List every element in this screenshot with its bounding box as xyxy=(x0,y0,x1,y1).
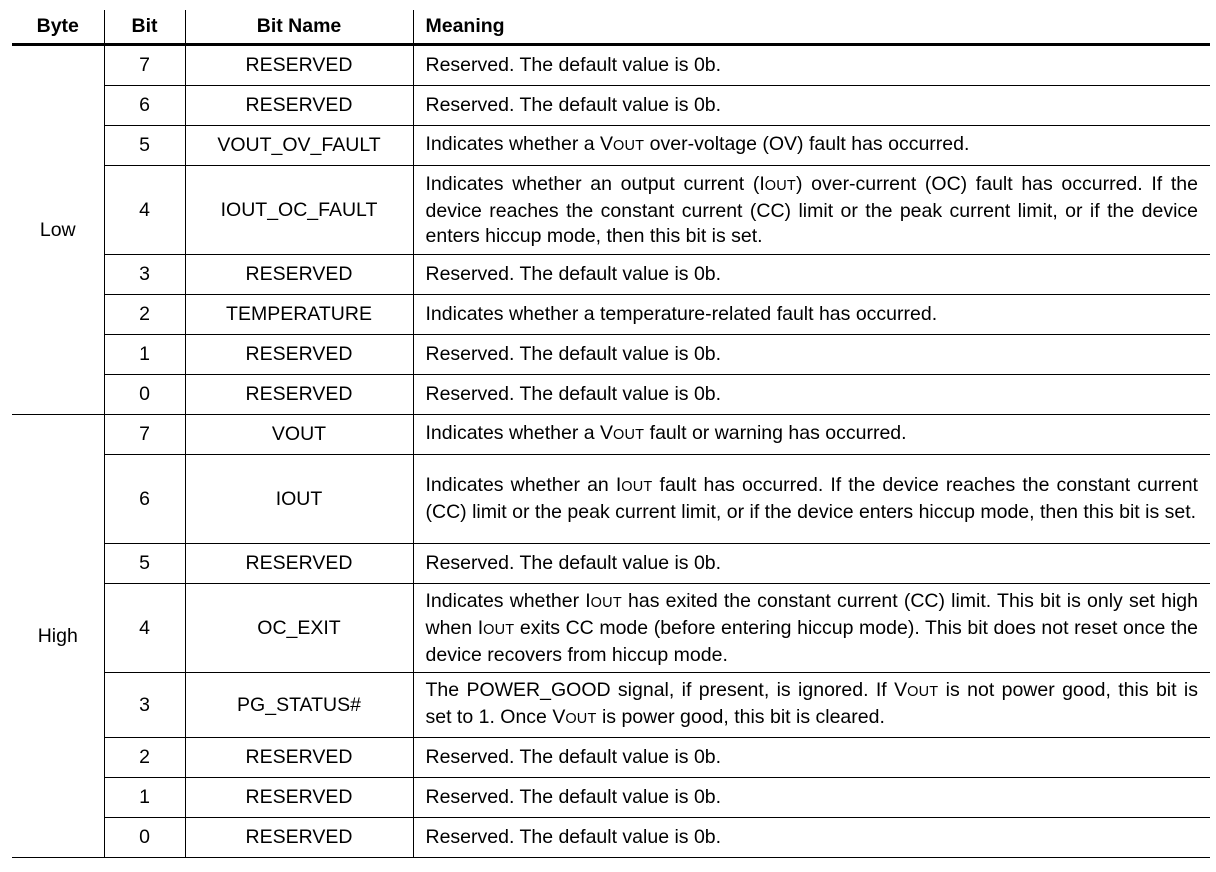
meaning-segment: Reserved. The default value is 0b. xyxy=(425,94,722,116)
bit-name-cell: VOUT_OV_FAULT xyxy=(185,126,413,166)
subscript-text: OUT xyxy=(613,427,645,443)
meaning-text xyxy=(426,678,1199,732)
table-row xyxy=(12,818,1210,858)
bit-cell: 5 xyxy=(104,544,185,584)
meaning-segment: Reserved. The default value is 0b. xyxy=(425,786,722,808)
table-body xyxy=(12,45,1210,858)
meaning-cell xyxy=(413,738,1210,778)
meaning-segment: Indicates whether an I xyxy=(425,474,622,496)
meaning-text xyxy=(426,262,1199,287)
meaning-text xyxy=(426,93,1199,118)
bit-cell: 1 xyxy=(104,335,185,375)
meaning-text xyxy=(426,473,1199,525)
meaning-segment: is power good, this bit is cleared. xyxy=(596,706,885,728)
bit-name-cell: VOUT xyxy=(185,415,413,455)
meaning-segment: Indicates whether an output current (I xyxy=(425,172,765,195)
bit-name-cell: OC_EXIT xyxy=(185,584,413,673)
meaning-cell xyxy=(413,544,1210,584)
table-row xyxy=(12,415,1210,455)
meaning-segment: Indicates whether a V xyxy=(425,422,614,444)
table-row xyxy=(12,45,1210,86)
table-row xyxy=(12,673,1210,738)
meaning-segment: is not power good, this bit is set to 1. Once V xyxy=(425,679,1198,728)
bit-cell: 7 xyxy=(104,415,185,455)
byte-cell: Low xyxy=(12,45,104,415)
meaning-text xyxy=(426,342,1199,367)
meaning-segment: Reserved. The default value is 0b. xyxy=(425,54,722,76)
column-header-meaning: Meaning xyxy=(413,10,1210,45)
bit-cell: 2 xyxy=(104,295,185,335)
meaning-text xyxy=(426,382,1199,407)
meaning-segment: Reserved. The default value is 0b. xyxy=(425,343,722,365)
meaning-segment: Indicates whether I xyxy=(425,589,591,612)
meaning-segment: over-voltage (OV) fault has occurred. xyxy=(644,133,970,155)
table-row xyxy=(12,375,1210,415)
bit-cell: 6 xyxy=(104,86,185,126)
bit-name-cell: RESERVED xyxy=(185,45,413,86)
subscript-text: OUT xyxy=(613,138,645,154)
subscript-text: OUT xyxy=(621,479,653,495)
meaning-cell xyxy=(413,86,1210,126)
bit-name-cell: RESERVED xyxy=(185,86,413,126)
subscript-text: OUT xyxy=(483,621,515,638)
meaning-cell xyxy=(413,375,1210,415)
meaning-cell xyxy=(413,335,1210,375)
table-row xyxy=(12,126,1210,166)
meaning-segment: ) over-current (OC) fault has occurred. If the device reaches the constant current (CC) limit or the peak current limit, or if the device enters hiccup mode, then this bit is set. xyxy=(425,172,1198,247)
meaning-cell xyxy=(413,255,1210,295)
bit-name-cell: RESERVED xyxy=(185,544,413,584)
meaning-cell xyxy=(413,45,1210,86)
meaning-segment: fault or warning has occurred. xyxy=(644,422,907,444)
column-header-bit: Bit xyxy=(104,10,185,45)
meaning-cell xyxy=(413,584,1210,673)
table-row xyxy=(12,335,1210,375)
meaning-text xyxy=(426,302,1199,327)
bit-name-cell: RESERVED xyxy=(185,255,413,295)
bit-cell: 0 xyxy=(104,375,185,415)
meaning-segment: Reserved. The default value is 0b. xyxy=(425,746,722,768)
meaning-text xyxy=(426,132,1199,159)
meaning-text xyxy=(426,172,1199,249)
meaning-text xyxy=(426,551,1199,576)
bit-cell: 7 xyxy=(104,45,185,86)
table-row xyxy=(12,255,1210,295)
meaning-segment: Reserved. The default value is 0b. xyxy=(425,263,722,285)
meaning-segment: Reserved. The default value is 0b. xyxy=(425,826,722,848)
bit-name-cell: RESERVED xyxy=(185,818,413,858)
table-row xyxy=(12,166,1210,255)
meaning-cell xyxy=(413,455,1210,544)
bit-name-cell: IOUT_OC_FAULT xyxy=(185,166,413,255)
column-header-byte: Byte xyxy=(12,10,104,45)
subscript-text: OUT xyxy=(565,711,597,727)
table-row xyxy=(12,584,1210,673)
bit-cell: 2 xyxy=(104,738,185,778)
bit-name-cell: PG_STATUS# xyxy=(185,673,413,738)
meaning-cell xyxy=(413,778,1210,818)
meaning-segment: Reserved. The default value is 0b. xyxy=(425,383,722,405)
table-row xyxy=(12,544,1210,584)
meaning-text xyxy=(426,745,1199,770)
byte-cell: High xyxy=(12,415,104,858)
table-row xyxy=(12,738,1210,778)
meaning-segment: has exited the constant current (CC) limit. This bit is only set high when I xyxy=(425,589,1198,639)
meaning-cell xyxy=(413,166,1210,255)
table-row xyxy=(12,86,1210,126)
bit-name-cell: RESERVED xyxy=(185,375,413,415)
meaning-cell xyxy=(413,126,1210,166)
meaning-text xyxy=(426,53,1199,78)
table-header xyxy=(12,10,1210,45)
meaning-segment: exits CC mode (before entering hiccup mode). This bit does not reset once the device recovers from hiccup mode. xyxy=(425,616,1199,666)
bit-name-cell: RESERVED xyxy=(185,738,413,778)
meaning-cell xyxy=(413,818,1210,858)
meaning-segment: Indicates whether a temperature-related fault has occurred. xyxy=(425,303,938,325)
bit-name-cell: RESERVED xyxy=(185,335,413,375)
subscript-text: OUT xyxy=(907,684,939,700)
bit-name-cell: RESERVED xyxy=(185,778,413,818)
table-row xyxy=(12,455,1210,544)
bit-cell: 3 xyxy=(104,673,185,738)
bit-cell: 5 xyxy=(104,126,185,166)
bit-cell: 1 xyxy=(104,778,185,818)
bit-cell: 4 xyxy=(104,166,185,255)
bit-cell: 4 xyxy=(104,584,185,673)
header-row xyxy=(12,10,1210,45)
meaning-cell xyxy=(413,673,1210,738)
status-bits-table xyxy=(12,10,1210,858)
meaning-cell xyxy=(413,415,1210,455)
meaning-text xyxy=(426,825,1199,850)
meaning-segment: The POWER_GOOD signal, if present, is ignored. If V xyxy=(425,679,908,701)
bit-name-cell: TEMPERATURE xyxy=(185,295,413,335)
subscript-text: OUT xyxy=(764,177,796,194)
meaning-segment: fault has occurred. If the device reaches the constant current (CC) limit or the peak current limit, or if the device enters hiccup mode, then this bit is set. xyxy=(425,474,1198,523)
column-header-bit-name: Bit Name xyxy=(185,10,413,45)
meaning-text xyxy=(426,785,1199,810)
table-row xyxy=(12,295,1210,335)
bit-cell: 0 xyxy=(104,818,185,858)
meaning-segment: Indicates whether a V xyxy=(425,133,614,155)
meaning-text xyxy=(426,589,1199,668)
bit-cell: 6 xyxy=(104,455,185,544)
bit-name-cell: IOUT xyxy=(185,455,413,544)
meaning-text xyxy=(426,421,1199,448)
meaning-cell xyxy=(413,295,1210,335)
subscript-text: OUT xyxy=(590,594,622,611)
table-row xyxy=(12,778,1210,818)
bit-cell: 3 xyxy=(104,255,185,295)
meaning-segment: Reserved. The default value is 0b. xyxy=(425,552,722,574)
